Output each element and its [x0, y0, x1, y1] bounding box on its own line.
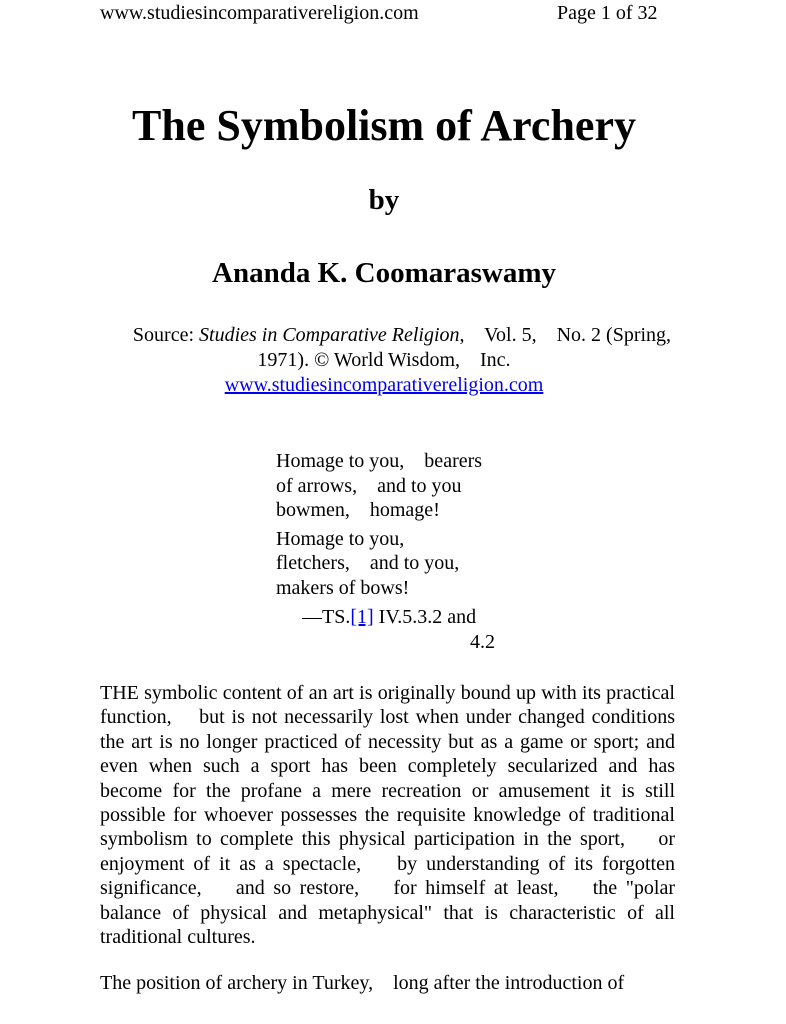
body-paragraph-1: THE symbolic content of an art is originally bound up with its practical function, but is not necessarily lost when under changed conditions the art is no longer practiced of necessity but as a game or sport; and even when such a sport has been completely secularized and has become for the profane a mere recreation or amusement it is still possible for whoever possesses the requisite knowledge of traditional symbolism to complete this physical participation in the sport, or enjoyment of it as a spectacle, by understanding of its forgotten significance, and so restore, for himself at least, the "polar balance of physical and metaphysical" that is characteristic of all traditional cultures. [100, 682, 680, 949]
epigraph-line: Homage to you, [276, 528, 405, 550]
epigraph-line: bowmen, homage! [276, 499, 440, 521]
source-details-2: 1971). © World Wisdom, Inc. [257, 349, 511, 371]
source-details-1: , Vol. 5, No. 2 (Spring, [459, 324, 672, 346]
source-line-2 [0, 348, 768, 373]
document-title: The Symbolism of Archery [132, 101, 636, 150]
epigraph-line: of arrows, and to you [276, 475, 462, 497]
byline: by [368, 184, 400, 216]
footnote-link[interactable]: [1] [350, 606, 374, 628]
body-paragraph-2: The position of archery in Turkey, long after the introduction of [100, 972, 625, 994]
epigraph-line: Homage to you, bearers [276, 450, 483, 472]
header-site-url: www.studiesincomparativereligion.com [100, 2, 419, 24]
source-line-3 [0, 373, 768, 398]
source-line-1 [18, 323, 786, 348]
author-name: Ananda K. Coomaraswamy [212, 257, 556, 289]
header-page-indicator: Page 1 of 32 [557, 2, 658, 24]
source-prefix: Source: [132, 324, 200, 346]
source-link[interactable]: www.studiesincomparativereligion.com [224, 374, 544, 396]
citation-suffix: IV.5.3.2 and [373, 606, 477, 628]
citation-prefix: —TS. [302, 606, 351, 628]
epigraph-citation [302, 605, 476, 630]
epigraph-citation-end: 4.2 [470, 631, 495, 653]
source-journal: Studies in Comparative Religion [199, 324, 460, 346]
epigraph-line: makers of bows! [276, 577, 410, 599]
epigraph-line: fletchers, and to you, [276, 552, 460, 574]
